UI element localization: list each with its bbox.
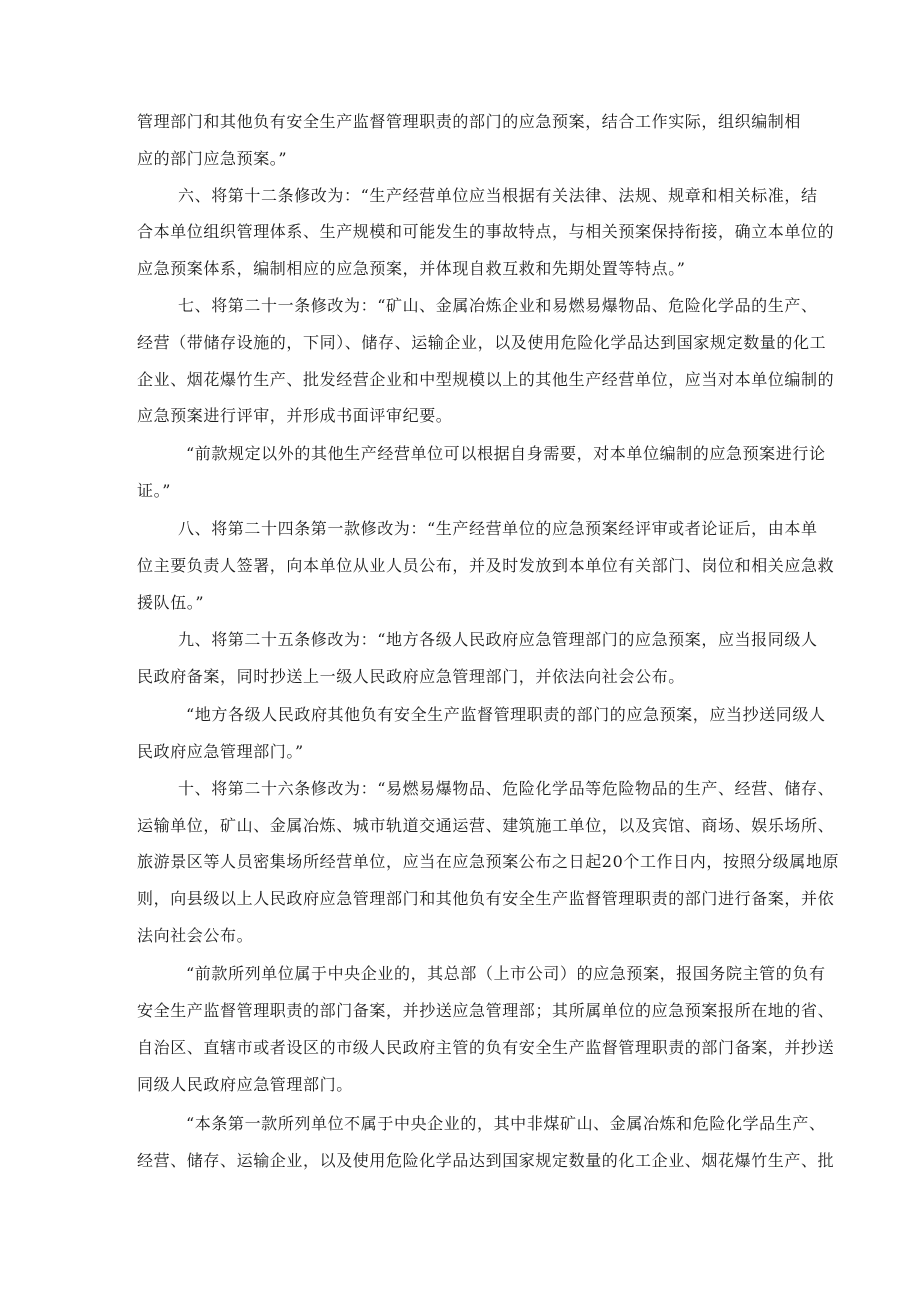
text-line: “前款所列单位属于中央企业的，其总部（上市公司）的应急预案，报国务院主管的负有 (186, 964, 826, 983)
text-line: 经营、储存、运输企业，以及使用危险化学品达到国家规定数量的化工企业、烟花爆竹生产、批 (137, 1151, 835, 1170)
text-line: 管理部门和其他负有安全生产监督管理职责的部门的应急预案，结合工作实际，组织编制相 (137, 112, 802, 131)
text-line: 安全生产监督管理职责的部门备案，并抄送应急管理部；其所属单位的应急预案报所在地的省、 (137, 1001, 835, 1020)
text-line: 自治区、直辖市或者设区的市级人民政府主管的负有安全生产监督管理职责的部门备案，并抄送 (137, 1038, 835, 1057)
text-line: 则，向县级以上人民政府应急管理部门和其他负有安全生产监督管理职责的部门进行备案，并依 (137, 889, 835, 908)
text-line: 六、将第十二条修改为：“生产经营单位应当根据有关法律、法规、规章和相关标准，结 (178, 186, 818, 205)
text-line: 援队伍。” (137, 593, 205, 612)
text-line: “前款规定以外的其他生产经营单位可以根据自身需要，对本单位编制的应急预案进行论 (186, 444, 826, 463)
text-line: 证。” (137, 481, 171, 500)
text-line: 旅游景区等人员密集场所经营单位，应当在应急预案公布之日起20个工作日内，按照分级属地原 (137, 852, 840, 871)
text-line: 八、将第二十四条第一款修改为：“生产经营单位的应急预案经评审或者论证后，由本单 (178, 519, 818, 538)
text-line: 运输单位，矿山、金属冶炼、城市轨道交通运营、建筑施工单位，以及宾馆、商场、娱乐场所、 (137, 816, 835, 835)
text-line: 民政府备案，同时抄送上一级人民政府应急管理部门，并依法向社会公布。 (137, 667, 685, 686)
text-line: 合本单位组织管理体系、生产规模和可能发生的事故特点，与相关预案保持衔接，确立本单位的 (137, 222, 835, 241)
text-line: 十、将第二十六条修改为：“易燃易爆物品、危险化学品等危险物品的生产、经营、储存、 (178, 779, 835, 798)
text-line: “本条第一款所列单位不属于中央企业的，其中非煤矿山、金属冶炼和危险化学品生产、 (186, 1114, 826, 1133)
text-line: 企业、烟花爆竹生产、批发经营企业和中型规模以上的其他生产经营单位，应当对本单位编制的 (137, 370, 835, 389)
text-line: 经营（带储存设施的，下同）、储存、运输企业，以及使用危险化学品达到国家规定数量的化工 (137, 333, 827, 352)
text-line: 位主要负责人签署，向本单位从业人员公布，并及时发放到本单位有关部门、岗位和相关应急救 (137, 556, 835, 575)
text-line: 民政府应急管理部门。” (137, 742, 304, 761)
text-line: “地方各级人民政府其他负有安全生产监督管理职责的部门的应急预案，应当抄送同级人 (186, 705, 826, 724)
text-line: 九、将第二十五条修改为：“地方各级人民政府应急管理部门的应急预案，应当报同级人 (178, 630, 818, 649)
text-line: 同级人民政府应急管理部门。 (137, 1075, 353, 1094)
text-line: 应的部门应急预案。” (137, 149, 288, 168)
text-line: 法向社会公布。 (137, 926, 254, 945)
text-line: 七、将第二十一条修改为：“矿山、金属冶炼企业和易燃易爆物品、危险化学品的生产、 (178, 296, 818, 315)
text-line: 应急预案体系，编制相应的应急预案，并体现自救互救和先期处置等特点。” (137, 259, 686, 278)
text-line: 应急预案进行评审，并形成书面评审纪要。 (137, 406, 453, 425)
